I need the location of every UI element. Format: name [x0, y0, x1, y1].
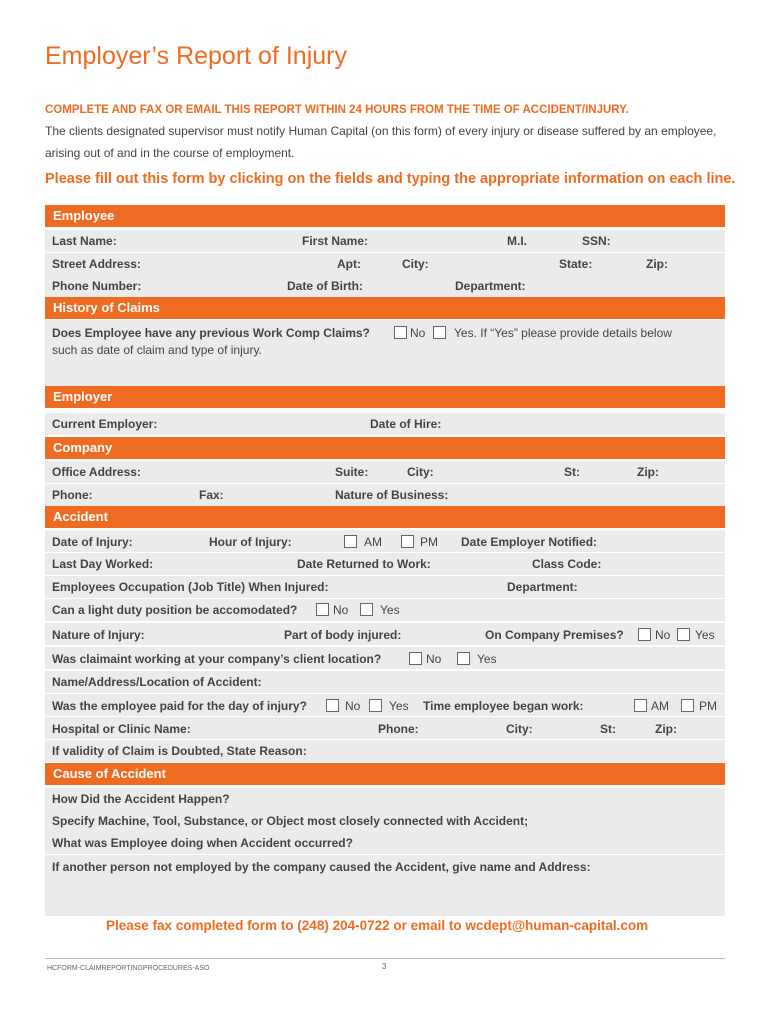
previous-claims-question: Does Employee have any previous Work Comp Claims? — [52, 326, 370, 340]
accident-row-9 — [45, 717, 725, 739]
validity-doubted-field[interactable]: If validity of Claim is Doubted, State Reason: — [52, 744, 307, 758]
accident-row-3 — [45, 576, 725, 598]
previous-claims-details-field[interactable]: such as date of claim and type of injury. — [52, 343, 262, 357]
last-day-worked-field[interactable]: Last Day Worked: — [52, 557, 154, 571]
light-duty-yes-checkbox[interactable] — [360, 603, 373, 616]
page-number: 3 — [382, 962, 387, 971]
part-of-body-field[interactable]: Part of body injured: — [284, 628, 402, 642]
paid-no-checkbox[interactable] — [326, 699, 339, 712]
client-location-question: Was claimaint working at your company’s client location? — [52, 652, 382, 666]
time-began-work-field[interactable]: Time employee began work: — [423, 699, 584, 713]
section-accident: Accident — [45, 506, 725, 528]
employee-row-1 — [45, 230, 725, 252]
company-fax-field[interactable]: Fax: — [199, 488, 224, 502]
company-city-field[interactable]: City: — [407, 465, 434, 479]
premises-yes-checkbox[interactable] — [677, 628, 690, 641]
premises-no-label: No — [655, 628, 671, 642]
paid-yes-label: Yes — [389, 699, 409, 713]
mi-field[interactable]: M.I. — [507, 234, 527, 248]
current-employer-field[interactable]: Current Employer: — [52, 417, 158, 431]
cause-row-1 — [45, 788, 725, 810]
zip-field[interactable]: Zip: — [646, 257, 668, 271]
company-row-2 — [45, 484, 725, 506]
object-connected-field[interactable]: Specify Machine, Tool, Substance, or Object most closely connected with Accident; — [52, 814, 529, 828]
began-am-checkbox[interactable] — [634, 699, 647, 712]
previous-claims-no-label: No — [410, 326, 426, 340]
history-row — [45, 320, 725, 388]
company-row-1 — [45, 461, 725, 483]
company-premises-question: On Company Premises? — [485, 628, 624, 642]
company-zip-field[interactable]: Zip: — [637, 465, 659, 479]
accident-row-4 — [45, 599, 725, 621]
client-location-yes-checkbox[interactable] — [457, 652, 470, 665]
section-company: Company — [45, 437, 725, 459]
accident-row-8 — [45, 694, 725, 716]
apt-field[interactable]: Apt: — [337, 257, 361, 271]
client-location-no-label: No — [426, 652, 442, 666]
employer-row — [45, 413, 725, 435]
accident-row-1 — [45, 530, 725, 552]
nature-of-business-field[interactable]: Nature of Business: — [335, 488, 449, 502]
light-duty-no-label: No — [333, 603, 349, 617]
last-name-field[interactable]: Last Name: — [52, 234, 117, 248]
light-duty-yes-label: Yes — [380, 603, 400, 617]
section-employer: Employer — [45, 386, 725, 408]
office-address-field[interactable]: Office Address: — [52, 465, 141, 479]
accident-row-10 — [45, 740, 725, 762]
cause-row-4 — [45, 855, 725, 916]
section-history-of-claims: History of Claims — [45, 297, 725, 319]
light-duty-question: Can a light duty position be accomodated? — [52, 603, 298, 617]
street-address-field[interactable]: Street Address: — [52, 257, 141, 271]
footer-divider — [45, 958, 725, 959]
injury-am-label: AM — [364, 535, 382, 549]
accident-row-7 — [45, 671, 725, 693]
accident-department-field[interactable]: Department: — [507, 580, 578, 594]
hospital-zip-field[interactable]: Zip: — [655, 722, 677, 736]
cause-row-3 — [45, 832, 725, 854]
light-duty-no-checkbox[interactable] — [316, 603, 329, 616]
date-returned-field[interactable]: Date Returned to Work: — [297, 557, 431, 571]
employee-doing-field[interactable]: What was Employee doing when Accident occurred? — [52, 836, 353, 850]
date-of-birth-field[interactable]: Date of Birth: — [287, 279, 363, 293]
hour-of-injury-field[interactable]: Hour of Injury: — [209, 535, 292, 549]
injury-am-checkbox[interactable] — [344, 535, 357, 548]
paid-yes-checkbox[interactable] — [369, 699, 382, 712]
paid-day-of-injury-question: Was the employee paid for the day of injury? — [52, 699, 307, 713]
state-field[interactable]: State: — [559, 257, 593, 271]
intro-text: The clients designated supervisor must notify Human Capital (on this form) of every injury or disease suffered by an employee, arising out of and in the course of employment. — [45, 124, 717, 160]
company-phone-field[interactable]: Phone: — [52, 488, 93, 502]
hospital-city-field[interactable]: City: — [506, 722, 533, 736]
class-code-field[interactable]: Class Code: — [532, 557, 602, 571]
accident-location-field[interactable]: Name/Address/Location of Accident: — [52, 675, 262, 689]
ssn-field[interactable]: SSN: — [582, 234, 611, 248]
premises-no-checkbox[interactable] — [638, 628, 651, 641]
form-code: HCFORM-CLAIMREPORTINGPROCEDURES-ASO — [47, 965, 210, 972]
accident-row-2 — [45, 553, 725, 575]
began-am-label: AM — [651, 699, 669, 713]
premises-yes-label: Yes — [695, 628, 715, 642]
first-name-field[interactable]: First Name: — [302, 234, 369, 248]
hospital-name-field[interactable]: Hospital or Clinic Name: — [52, 722, 191, 736]
injury-pm-checkbox[interactable] — [401, 535, 414, 548]
client-location-yes-label: Yes — [477, 652, 497, 666]
third-party-field[interactable]: If another person not employed by the company caused the Accident, give name and Address: — [52, 860, 591, 874]
section-cause-of-accident: Cause of Accident — [45, 763, 725, 785]
paid-no-label: No — [345, 699, 361, 713]
submission-instructions: Please fax completed form to (248) 204-0722 or email to wcdept@human-capital.com — [106, 918, 649, 933]
hospital-st-field[interactable]: St: — [600, 722, 616, 736]
phone-number-field[interactable]: Phone Number: — [52, 279, 142, 293]
nature-of-injury-field[interactable]: Nature of Injury: — [52, 628, 145, 642]
accident-row-6 — [45, 647, 725, 669]
employee-row-2 — [45, 253, 725, 275]
section-employee: Employee — [45, 205, 725, 227]
deadline-alert: COMPLETE AND FAX OR EMAIL THIS REPORT WITHIN 24 HOURS FROM THE TIME OF ACCIDENT/INJURY. — [45, 104, 629, 116]
began-pm-checkbox[interactable] — [681, 699, 694, 712]
hospital-phone-field[interactable]: Phone: — [378, 722, 419, 736]
company-st-field[interactable]: St: — [564, 465, 580, 479]
date-employer-notified-field[interactable]: Date Employer Notified: — [461, 535, 598, 549]
date-of-injury-field[interactable]: Date of Injury: — [52, 535, 133, 549]
injury-pm-label: PM — [420, 535, 438, 549]
previous-claims-no-checkbox[interactable] — [394, 326, 407, 339]
employee-row-3 — [45, 275, 725, 297]
instruction-text: Please fill out this form by clicking on the fields and typing the appropriate information on each line. — [45, 171, 736, 187]
department-field[interactable]: Department: — [455, 279, 526, 293]
how-accident-happened-field[interactable]: How Did the Accident Happen? — [52, 792, 230, 806]
city-field[interactable]: City: — [402, 257, 429, 271]
date-of-hire-field[interactable]: Date of Hire: — [370, 417, 442, 431]
cause-row-2 — [45, 810, 725, 832]
began-pm-label: PM — [699, 699, 717, 713]
page-title: Employer’s Report of Injury — [45, 42, 347, 70]
suite-field[interactable]: Suite: — [335, 465, 369, 479]
occupation-field[interactable]: Employees Occupation (Job Title) When Injured: — [52, 580, 329, 594]
previous-claims-yes-checkbox[interactable] — [433, 326, 446, 339]
client-location-no-checkbox[interactable] — [409, 652, 422, 665]
accident-row-5 — [45, 623, 725, 645]
previous-claims-yes-label: Yes. If “Yes” please provide details below — [454, 326, 672, 340]
